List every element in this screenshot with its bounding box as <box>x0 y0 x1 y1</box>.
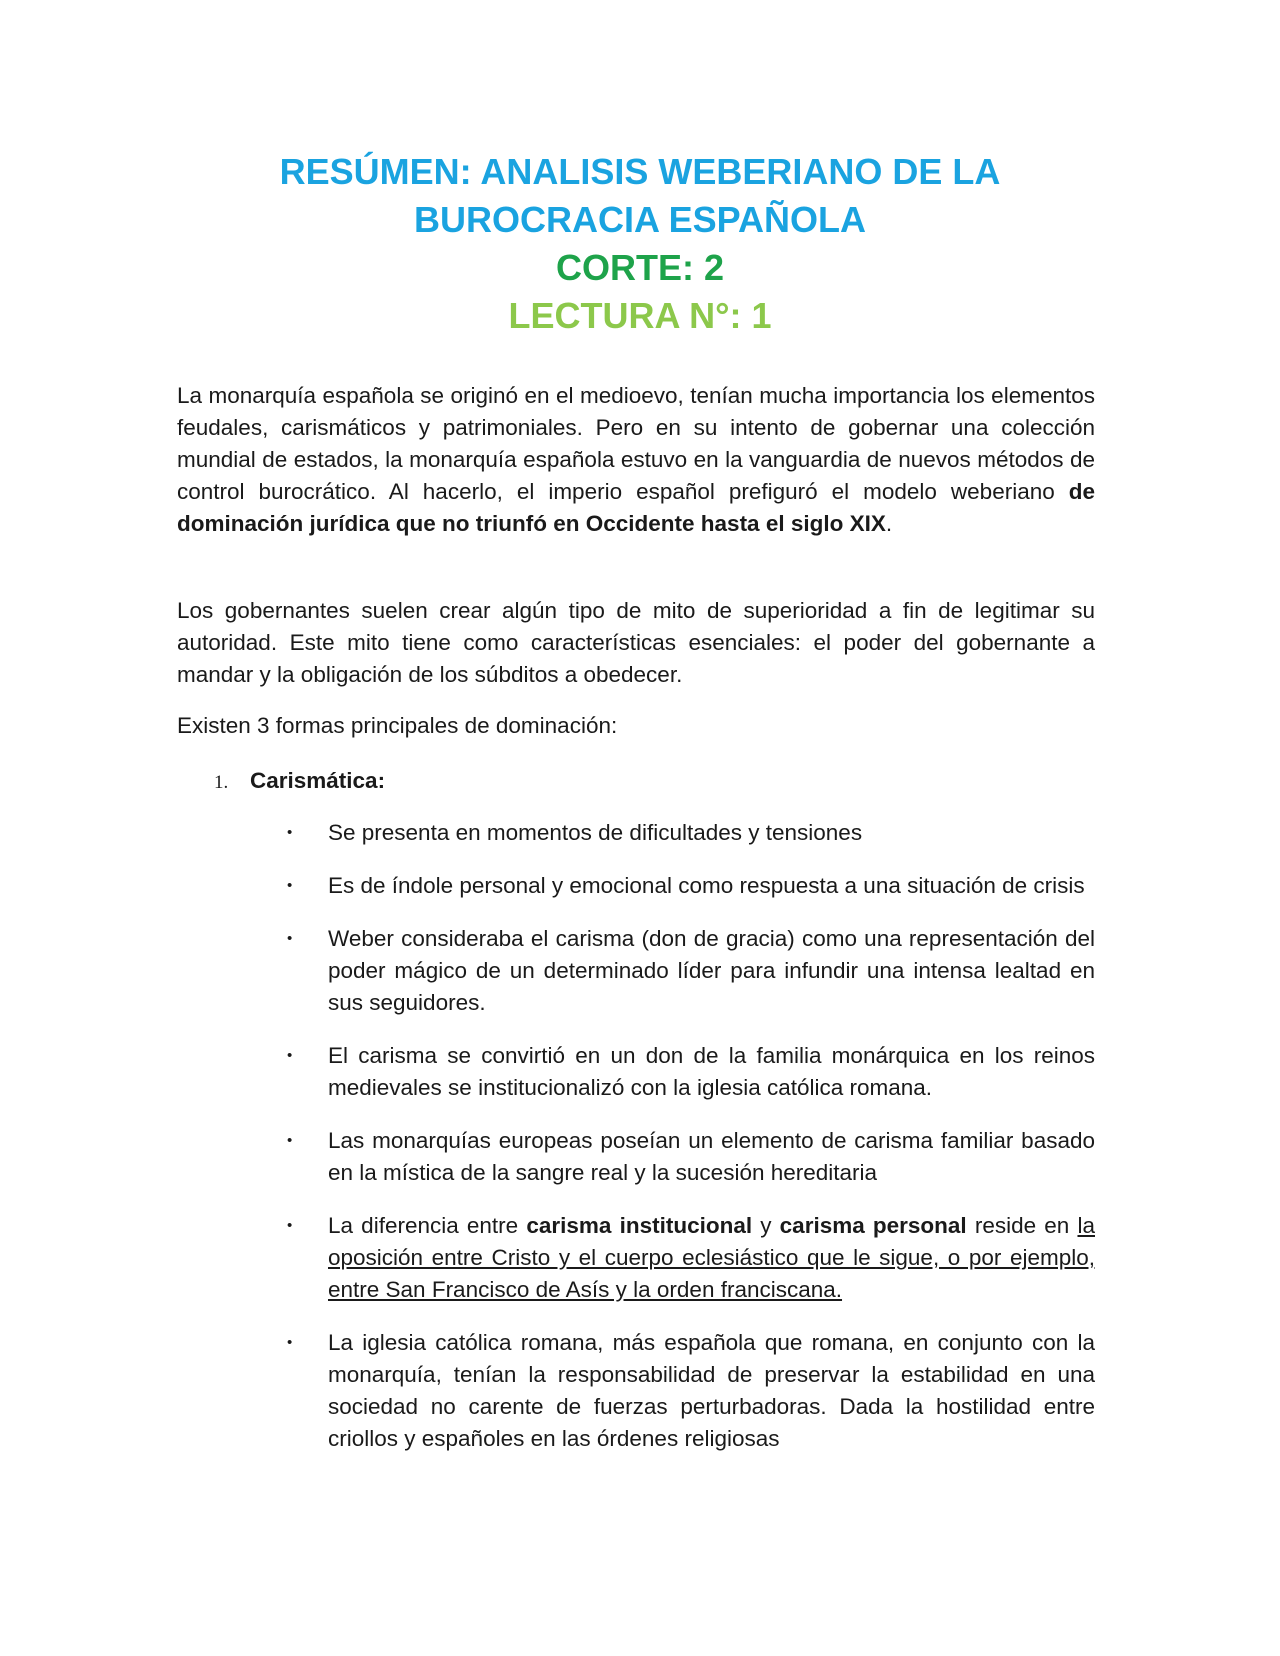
bullet-icon: • <box>287 930 293 947</box>
paragraph-1-end: . <box>885 511 893 536</box>
bullet-icon: • <box>287 1132 293 1149</box>
bullet-text: El carisma se convirtió en un don de la familia monárquica en los reinos medievales se institucionalizó con la iglesia católica romana. <box>328 1043 1095 1100</box>
list-number: 1. <box>214 772 229 793</box>
bullet-item <box>283 923 1095 1019</box>
bullet-icon: • <box>287 1334 293 1351</box>
bullet-text-c: y <box>752 1213 780 1238</box>
bullet-text-a: La diferencia entre <box>328 1213 527 1238</box>
bullet-list <box>283 817 1095 1476</box>
paragraph-2: Los gobernantes suelen crear algún tipo de mito de superioridad a fin de legitimar su autoridad. Este mito tiene como características esenciales: el poder del gobernante a mandar y la obligación de los súbditos a obedecer. <box>177 598 1095 687</box>
list-heading <box>214 765 385 799</box>
title-block <box>0 148 1280 340</box>
bullet-icon: • <box>287 877 293 894</box>
lectura-heading: LECTURA N°: 1 <box>508 295 772 336</box>
bullet-icon: • <box>287 1047 293 1064</box>
bullet-item <box>283 1040 1095 1104</box>
bullet-item <box>283 1125 1095 1189</box>
bullet-text-e: reside en <box>966 1213 1078 1238</box>
paragraph-1-bold: de dominación jurídica que no triunfó en Occidente hasta el siglo XIX <box>177 479 1095 536</box>
bullet-item <box>283 817 1095 849</box>
bullet-item <box>283 1327 1095 1455</box>
corte-heading: CORTE: 2 <box>555 247 724 288</box>
bullet-text: Se presenta en momentos de dificultades y tensiones <box>328 820 863 845</box>
bullet-text: Es de índole personal y emocional como respuesta a una situación de crisis <box>328 873 1085 898</box>
bullet-icon: • <box>287 1217 293 1234</box>
title-line-1: RESÚMEN: ANALISIS WEBERIANO DE LA <box>279 151 1001 192</box>
bullet-item <box>283 870 1095 902</box>
list-label: Carismática: <box>250 768 386 793</box>
bullet-icon: • <box>287 824 293 841</box>
bullet-text: La iglesia católica romana, más española que romana, en conjunto con la monarquía, tenían la responsabilidad de preservar la estabilidad en una sociedad no carente de fuerzas perturbadoras. Dada la hostilidad entre criollos y españoles en las órdenes religiosas <box>328 1330 1095 1451</box>
bullet-bold-personal: carisma personal <box>779 1213 967 1238</box>
bullet-item <box>283 1210 1095 1306</box>
title-line-2: BUROCRACIA ESPAÑOLA <box>413 199 866 240</box>
paragraph-1-text: La monarquía española se originó en el medioevo, tenían mucha importancia los elementos feudales, carismáticos y patrimoniales. Pero en su intento de gobernar una colección mundial de estados, la monarquía española estuvo en la vanguardia de nuevos métodos de control burocrático. Al hacerlo, el imperio español prefiguró el modelo weberiano <box>177 383 1095 504</box>
bullet-bold-institucional: carisma institucional <box>526 1213 753 1238</box>
bullet-text: Weber consideraba el carisma (don de gracia) como una representación del poder mágico de un determinado líder para infundir una intensa lealtad en sus seguidores. <box>328 926 1095 1015</box>
paragraph-3: Existen 3 formas principales de dominación: <box>177 713 618 738</box>
bullet-underlined-text: la oposición entre Cristo y el cuerpo eclesiástico que le sigue, o por ejemplo, entre San Francisco de Asís y la orden franciscana. <box>328 1213 1095 1302</box>
bullet-text: Las monarquías europeas poseían un elemento de carisma familiar basado en la mística de la sangre real y la sucesión hereditaria <box>328 1128 1095 1185</box>
paragraph-1 <box>177 380 1095 540</box>
